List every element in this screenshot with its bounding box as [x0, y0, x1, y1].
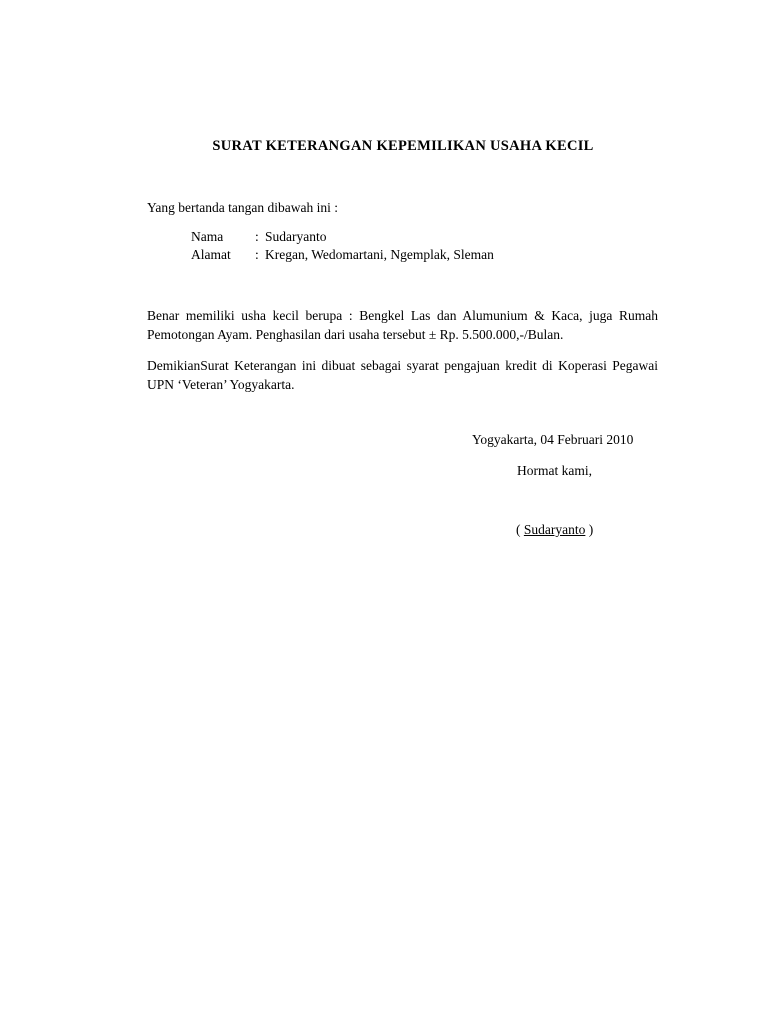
field-value: Kregan, Wedomartani, Ngemplak, Sleman [265, 247, 494, 262]
field-row-nama [191, 229, 327, 245]
field-label: Alamat [191, 247, 231, 262]
field-label: Nama [191, 229, 224, 244]
field-row-alamat [191, 247, 494, 263]
signature-block [516, 522, 593, 538]
document-title: SURAT KETERANGAN KEPEMILIKAN USAHA KECIL [212, 138, 594, 154]
regards-text: Hormat kami, [517, 463, 592, 478]
signature-close-paren: ) [585, 522, 594, 537]
signature-name: Sudaryanto [523, 522, 586, 537]
signature-open-paren: ( [516, 522, 524, 537]
field-value: Sudaryanto [265, 229, 327, 244]
place-date: Yogyakarta, 04 Februari 2010 [472, 432, 634, 447]
field-colon: : [255, 247, 259, 262]
paragraph-purpose: DemikianSurat Keterangan ini dibuat sebagai syarat pengajuan kredit di Koperasi Pegawai UPN ‘Veteran’ Yogyakarta. [147, 358, 658, 392]
intro-text: Yang bertanda tangan dibawah ini : [147, 200, 338, 215]
field-colon: : [255, 229, 259, 244]
paragraph-business: Benar memiliki usha kecil berupa : Bengkel Las dan Alumunium & Kaca, juga Rumah Pemotongan Ayam. Penghasilan dari usaha tersebut ± Rp. 5.500.000,-/Bulan. [147, 308, 658, 342]
